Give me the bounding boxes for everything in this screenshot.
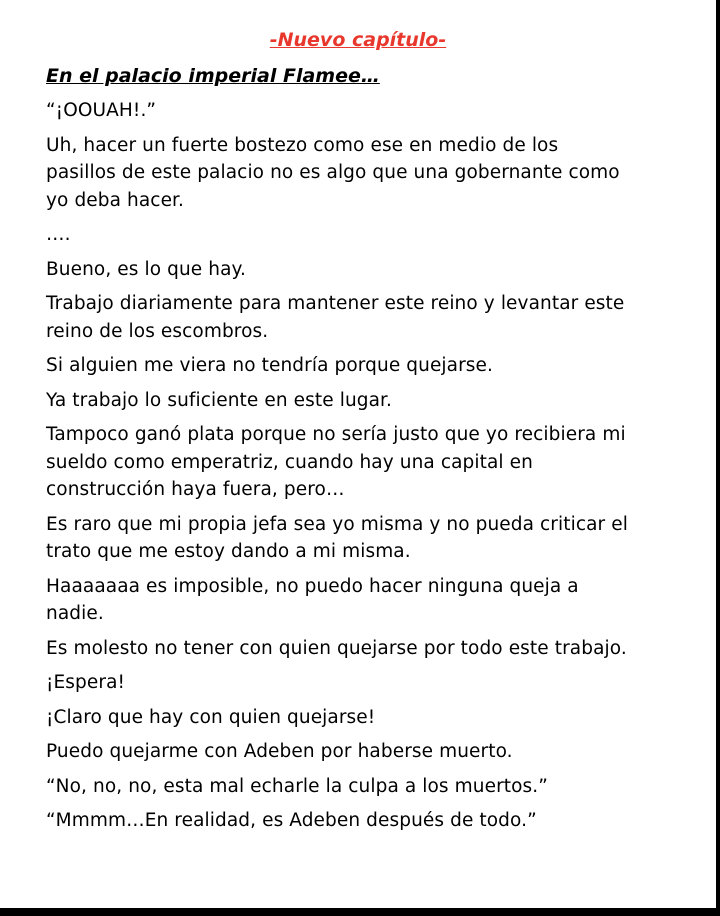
paragraph-line: Si alguien me viera no tendría porque quejarse. xyxy=(46,355,494,376)
paragraph-line: Uh, hacer un fuerte bostezo como ese en medio de los xyxy=(46,134,559,156)
paragraph xyxy=(46,421,706,504)
paragraph-line: Haaaaaaa es imposible, no puedo hacer ninguna queja a xyxy=(46,575,579,597)
paragraph-line: yo deba hacer. xyxy=(46,189,185,211)
paragraph-line: Bueno, es lo que hay. xyxy=(46,258,246,280)
chapter-heading: -Nuevo capítulo- xyxy=(269,29,447,51)
location-heading: En el palacio imperial Flamee… xyxy=(46,65,380,87)
paragraph-line: ¡Espera! xyxy=(46,672,126,693)
paragraph xyxy=(46,97,706,125)
paragraph-line: nadie. xyxy=(46,603,104,624)
paragraph xyxy=(46,352,706,380)
paragraph xyxy=(46,635,706,663)
paragraph-line: Ya trabajo lo suficiente en este lugar. xyxy=(46,389,393,411)
paragraph xyxy=(46,807,706,835)
paragraph xyxy=(46,704,706,732)
paragraph xyxy=(46,132,706,215)
paragraph-line: construcción haya fuera, pero… xyxy=(46,479,345,500)
paragraph-line: Es raro que mi propia jefa sea yo misma y no pueda criticar el xyxy=(46,513,628,535)
paragraph xyxy=(46,669,706,697)
paragraph-line: “¡OOUAH!.” xyxy=(46,100,157,121)
paragraph xyxy=(46,256,706,284)
paragraph xyxy=(46,738,706,766)
paragraph-line: Puedo quejarme con Adeben por haberse muerto. xyxy=(46,741,513,762)
paragraph xyxy=(46,221,706,249)
paragraph xyxy=(46,290,706,345)
paragraph-line: “No, no, no, esta mal echarle la culpa a los muertos.” xyxy=(46,775,548,797)
paragraph-line: “Mmmm…En realidad, es Adeben después de todo.” xyxy=(46,810,537,831)
paragraph-line: pasillos de este palacio no es algo que una gobernante como xyxy=(46,162,620,183)
paragraph xyxy=(46,773,706,801)
paragraph xyxy=(46,387,706,415)
paragraph-line: reino de los escombros. xyxy=(46,320,269,342)
paragraph-line: sueldo como emperatriz, cuando hay una capital en xyxy=(46,451,533,473)
paragraph-line: Trabajo diariamente para mantener este reino y levantar este xyxy=(46,293,625,314)
paragraph-line: trato que me estoy dando a mi misma. xyxy=(46,541,411,562)
paragraph-line: Es molesto no tener con quien quejarse por todo este trabajo. xyxy=(46,637,627,659)
body-text xyxy=(46,97,706,842)
paragraph xyxy=(46,573,706,628)
paragraph xyxy=(46,511,706,566)
paragraph-line: ¡Claro que hay con quien quejarse! xyxy=(46,706,376,728)
paragraph-line: …. xyxy=(46,224,71,245)
paragraph-line: Tampoco ganó plata porque no sería justo que yo recibiera mi xyxy=(46,424,626,445)
